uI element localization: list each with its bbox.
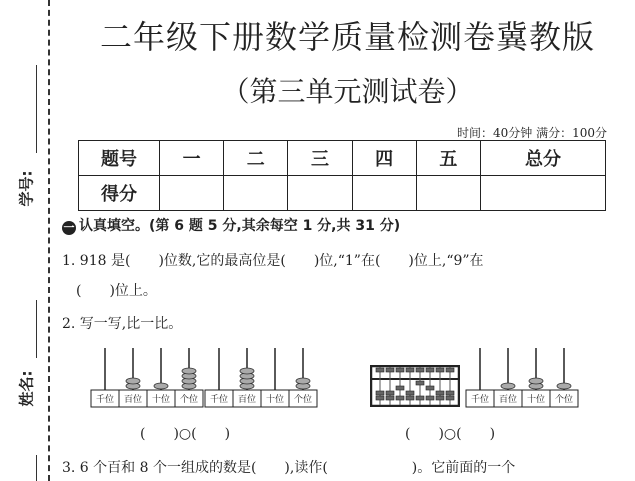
score-input-cell[interactable] xyxy=(352,176,416,211)
column-label: 十位 xyxy=(151,395,171,405)
binding-dashed-line xyxy=(48,0,50,481)
column-label: 个位 xyxy=(554,395,574,405)
table-cell: 总分 xyxy=(480,141,605,176)
section-heading-text: 认真填空。(第 6 题 5 分,其余每空 1 分,共 31 分) xyxy=(79,218,401,234)
abacus-bead xyxy=(501,383,515,389)
question-1-line1: 1. 918 是( )位数,它的最高位是( )位,“1”在( )位上,“9”在 xyxy=(62,253,484,269)
page-title: 二年级下册数学质量检测卷冀教版 xyxy=(99,18,595,56)
abacus-a xyxy=(90,345,206,410)
abacus-bead xyxy=(296,378,310,384)
column-label: 百位 xyxy=(123,395,143,405)
abacus-bead xyxy=(182,368,196,374)
column-label: 百位 xyxy=(498,395,518,405)
column-label: 个位 xyxy=(293,395,313,405)
section-heading xyxy=(62,215,400,235)
time-score-info: 时间：40分钟 满分：100分 xyxy=(457,126,607,140)
abacus-bead xyxy=(557,383,571,389)
question-1-line2: ( )位上。 xyxy=(76,283,157,299)
section-number-badge: 一 xyxy=(63,221,75,234)
compare-blank-b[interactable]: ( )○( ) xyxy=(405,426,496,442)
page-subtitle: （第三单元测试卷） xyxy=(221,75,474,108)
table-row xyxy=(79,176,606,211)
table-row xyxy=(79,141,606,176)
student-no-label: 学号: xyxy=(17,170,36,207)
score-table xyxy=(78,140,606,211)
student-no-write-line xyxy=(36,65,37,153)
name-label: 姓名: xyxy=(17,370,36,407)
abacus-d xyxy=(465,345,581,410)
score-input-cell[interactable] xyxy=(480,176,605,211)
column-label: 千位 xyxy=(470,395,490,405)
abacus-bead xyxy=(529,378,543,384)
abacus-rods xyxy=(480,348,564,390)
column-label: 千位 xyxy=(95,395,115,405)
abacus-bead xyxy=(126,378,140,384)
table-cell: 得分 xyxy=(79,176,160,211)
table-cell: 题号 xyxy=(79,141,160,176)
column-label: 千位 xyxy=(209,395,229,405)
abacus-bead xyxy=(154,383,168,389)
abacus-rods xyxy=(219,348,303,390)
question-3: 3. 6 个百和 8 个一组成的数是( ),读作( )。它前面的一个 xyxy=(62,460,516,476)
score-input-cell[interactable] xyxy=(224,176,288,211)
name-write-line xyxy=(36,300,37,358)
abacus-b xyxy=(204,345,320,410)
column-label: 个位 xyxy=(179,395,199,405)
abacus-rods xyxy=(105,348,189,390)
score-input-cell[interactable] xyxy=(416,176,480,211)
question-2: 2. 写一写,比一比。 xyxy=(62,316,183,332)
abacus-bead xyxy=(240,368,254,374)
table-cell: 四 xyxy=(352,141,416,176)
score-input-cell[interactable] xyxy=(160,176,224,211)
abacus-beads xyxy=(501,378,571,389)
table-cell: 三 xyxy=(288,141,352,176)
score-input-cell[interactable] xyxy=(288,176,352,211)
table-cell: 二 xyxy=(224,141,288,176)
column-label: 百位 xyxy=(237,395,257,405)
suanpan-abacus xyxy=(370,365,460,407)
column-label: 十位 xyxy=(265,395,285,405)
compare-blank-a[interactable]: ( )○( ) xyxy=(140,426,231,442)
column-label: 十位 xyxy=(526,395,546,405)
class-write-line xyxy=(36,455,37,481)
table-cell: 一 xyxy=(160,141,224,176)
table-cell: 五 xyxy=(416,141,480,176)
